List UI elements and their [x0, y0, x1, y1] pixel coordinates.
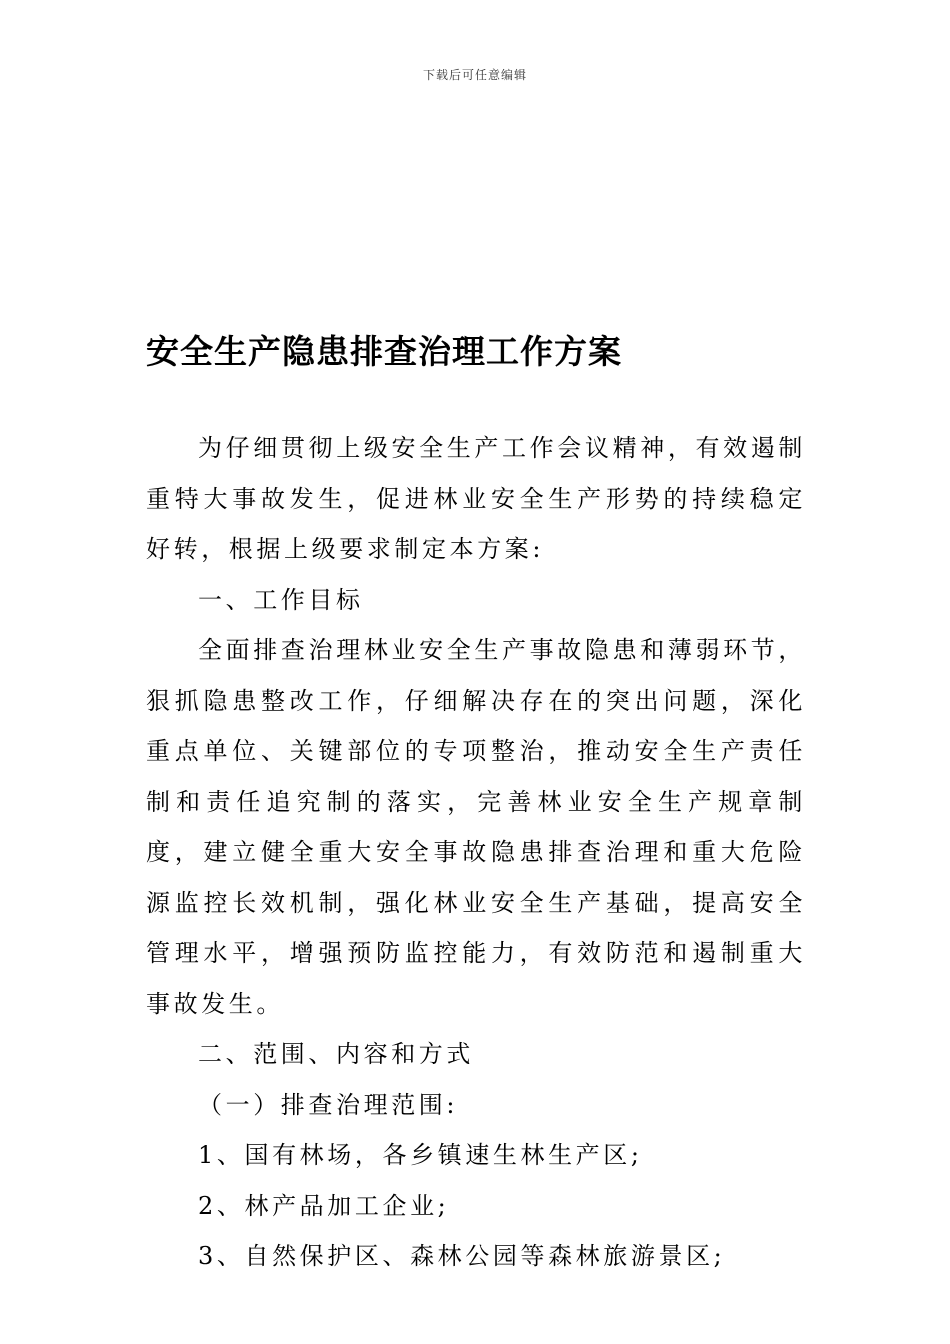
list-item: 1、国有林场，各乡镇速生林生产区;	[198, 1141, 643, 1169]
list-item: 3、自然保护区、森林公园等森林旅游景区;	[198, 1242, 726, 1270]
goals-paragraph: 全面排查治理林业安全生产事故隐患和薄弱环节，狠抓隐患整改工作，仔细解决存在的突出问题，深化重点单位、关键部位的专项整治，推动安全生产责任制和责任追究制的落实，完善林业安全生产规章制度，建立健全重大安全事故隐患排查治理和重大危险源监控长效机制，强化林业安全生产基础，提高安全管理水平，增强预防监控能力，有效防范和遏制重大事故发生。	[146, 636, 806, 1018]
section-heading-goals: 一、工作目标	[198, 585, 364, 614]
document-title: 安全生产隐患排查治理工作方案	[146, 332, 622, 371]
section-heading-scope: 二、范围、内容和方式	[198, 1040, 474, 1068]
document-body	[146, 423, 806, 1282]
header-note: 下载后可任意编辑	[422, 68, 527, 82]
intro-paragraph: 为仔细贯彻上级安全生产工作会议精神，有效遏制重特大事故发生，促进林业安全生产形势的持续稳定好转，根据上级要求制定本方案:	[146, 434, 806, 563]
subsection-heading-scope: （一）排查治理范围:	[198, 1090, 459, 1119]
list-item: 2、林产品加工企业;	[198, 1191, 450, 1220]
